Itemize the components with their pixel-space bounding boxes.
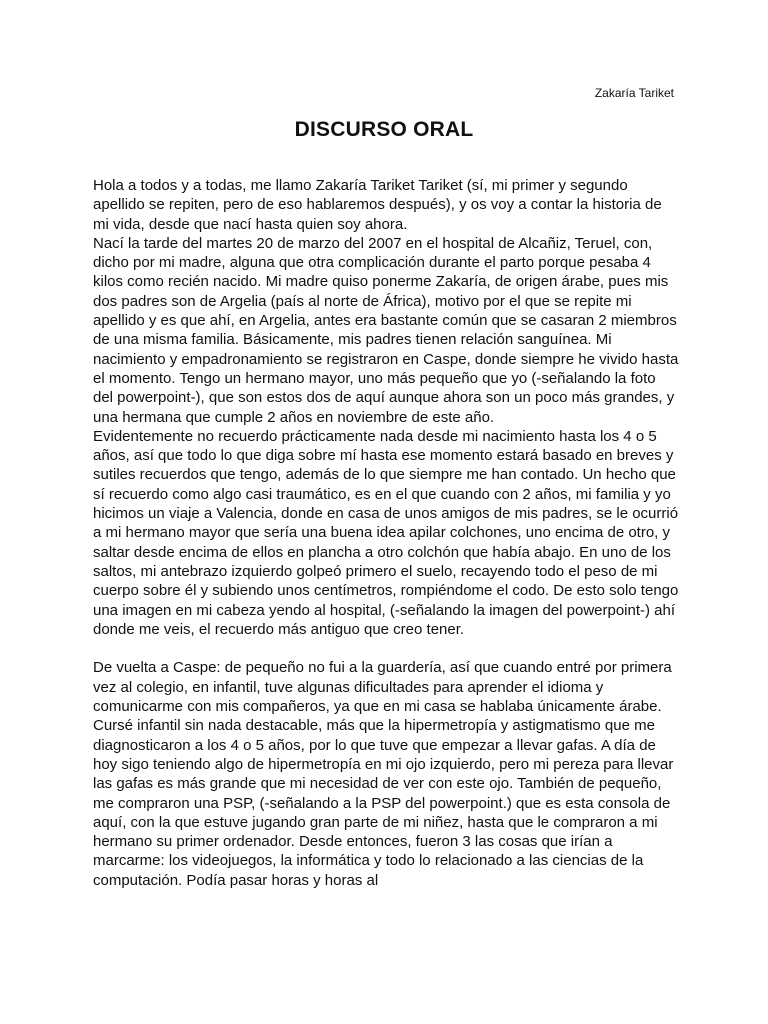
paragraph-introduction: Hola a todos y a todas, me llamo Zakaría Tariket Tariket (sí, mi primer y segundo apellido se repiten, pero de eso hablaremos después), y os voy a contar la historia de mi vida, desde que nací hasta quien soy ahora. [93,177,662,233]
paragraph-birth: Nací la tarde del martes 20 de marzo del 2007 en el hospital de Alcañiz, Teruel, con, dicho por mi madre, alguna que otra complicación durante el parto porque pesaba 4 kilos como recién nacido. Mi madre quiso ponerme Zakaría, de origen árabe, pues mis dos padres son de Argelia (país al norte de África), motivo por el que se repite mi apellido y es que ahí, en Argelia, antes era bastante común que se casaran 2 miembros de una misma familia. Básicamente, mis padres tienen relación sanguínea. Mi nacimiento y empadronamiento se registraron en Caspe, donde siempre he vivido hasta el momento. Tengo un hermano mayor, uno más pequeño que yo (-señalando la foto del powerpoint-), que son estos dos de aquí aunque ahora son un poco más grandes, y una hermana que cumple 2 años en noviembre de este año. [93,234,679,426]
author-name: Zakaría Tariket [594,86,674,100]
paragraph-early-memories: Evidentemente no recuerdo prácticamente nada desde mi nacimiento hasta los 4 o 5 años, así que todo lo que diga sobre mí hasta ese momento estará basado en breves y sutiles recuerdos que tengo, además de lo que siempre me han contado. Un hecho que sí recuerdo como algo casi traumático, es en el que cuando con 2 años, mi familia y yo hicimos un viaje a Valencia, donde en casa de unos amigos de mis padres, se le ocurrió a mi hermano mayor que sería una buena idea apilar colchones, uno encima de otro, y saltar desde encima de ellos en plancha a otro colchón que había abajo. En uno de los saltos, mi antebrazo izquierdo golpeó primero el suelo, recayendo todo el peso de mi cuerpo sobre él y subiendo unos centímetros, rompiéndome el codo. De esto solo tengo una imagen en mi cabeza yendo al hospital, (-señalando la imagen del powerpoint-) ahí donde me veis, el recuerdo más antiguo que creo tener. [93,427,679,638]
document-body [93,176,679,890]
document-title: DISCURSO ORAL [294,118,474,141]
paragraph-school: De vuelta a Caspe: de pequeño no fui a la guardería, así que cuando entré por primera vez al colegio, en infantil, tuve algunas dificultades para aprender el idioma y comunicarme con mis compañeros, ya que en mi casa se hablaba únicamente árabe. Cursé infantil sin nada destacable, más que la hipermetropía y astigmatismo que me diagnosticaron a los 4 o 5 años, por lo que tuve que empezar a llevar gafas. A día de hoy sigo teniendo algo de hipermetropía en mi ojo izquierdo, pero mi pereza para llevar las gafas es más grande que mi necesidad de ver con este ojo. También de pequeño, me compraron una PSP, (-señalando a la PSP del powerpoint.) que es esta consola de aquí, con la que estuve jugando gran parte de mi niñez, hasta que le compraron a mi hermano su primer ordenador. Desde entonces, fueron 3 las cosas que irían a marcarme: los videojuegos, la informática y todo lo relacionado a las ciencias de la computación. Podía pasar horas y horas al [93,659,674,889]
